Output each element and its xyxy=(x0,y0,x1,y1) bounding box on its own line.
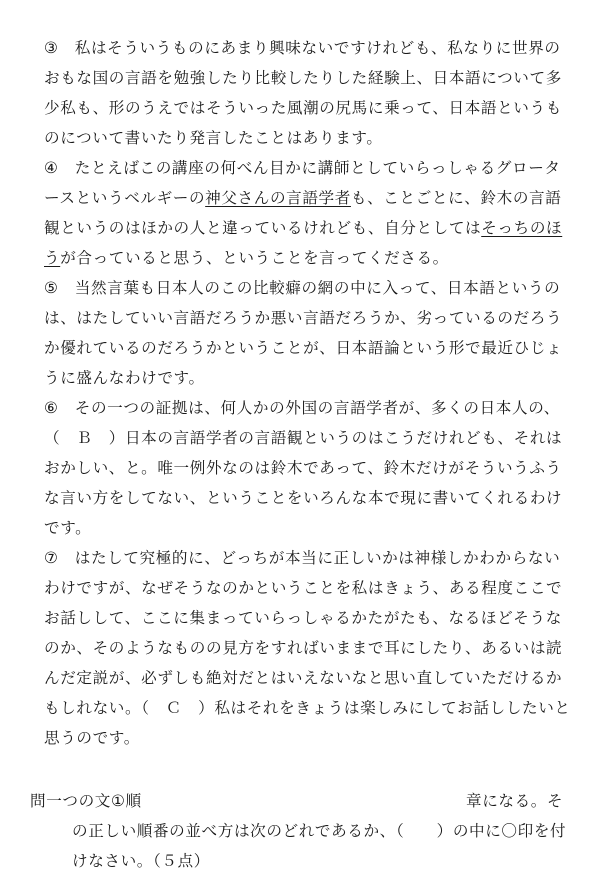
text-line: おもな国の言語を勉強したり比較したりした経験上、日本語について多 xyxy=(44,69,562,87)
question-head-left: 問一つの文①順 xyxy=(30,792,142,810)
text-line: わけですが、なぜそうなのかということを私はきょう、ある程度ここで xyxy=(44,579,563,597)
text-line: お話しして、ここに集まっていらっしゃるかたがたも、なるほどそうな xyxy=(44,609,562,627)
text-line: です。 xyxy=(44,519,92,537)
text-line: おかしい、と。唯一例外なのは鈴木であって、鈴木だけがそういうふう xyxy=(44,459,562,477)
text-segment: が合っていると思う、ということを言ってくださる。 xyxy=(60,249,449,267)
underlined-phrase: う xyxy=(44,249,61,267)
text-line: のについて書いたり発言したことはあります。 xyxy=(44,129,383,147)
question-points: けなさい。（５点） xyxy=(72,852,210,870)
text-line: ③ 私はそういうものにあまり興味ないですけれども、私なりに世界の xyxy=(44,39,561,57)
text-line: な言い方をしてない、ということをいろんな本で現に書いてくれるわけ xyxy=(44,489,563,507)
question-instruction: の正しい順番の並べ方は次のどれであるか、（ ）の中に〇印を付 xyxy=(72,822,567,840)
text-line: は、はたしていい言語だろうか悪い言語だろうか、劣っているのだろう xyxy=(44,309,563,327)
paragraph-3 xyxy=(44,33,584,153)
text-line: 思うのです。 xyxy=(44,729,140,747)
text-line: か優れているのだろうかということが、日本語論という形で最近ひじょ xyxy=(44,339,563,357)
text-line: んだ定説が、必ずしも絶対だとはいえないなと思い直していただけるか xyxy=(44,669,563,687)
text-line: ⑤ 当然言葉も日本人のこの比較癖の網の中に入って、日本語というの xyxy=(44,279,561,297)
text-line: うに盛んなわけです。 xyxy=(44,369,205,387)
text-line xyxy=(44,243,584,273)
text-segment: ースというベルギーの xyxy=(44,189,206,207)
text-line: ⑦ はたして究極的に、どっちが本当に正しいかは神様しかわからない xyxy=(44,549,561,567)
underlined-phrase: そっちのほ xyxy=(481,219,563,237)
text-segment: 観というのはほかの人と違っているけれども、自分としては xyxy=(44,219,482,237)
text-line: のか、そのようなものの見方をすればいままで耳にしたり、あるいは読 xyxy=(44,639,563,657)
question-head-right: 章になる。そ xyxy=(466,792,564,810)
text-line: もしれない。（ Ｃ ）私はそれをきょうは楽しみにしてお話ししたいと xyxy=(44,699,571,717)
text-line xyxy=(44,183,584,213)
text-segment: も、ことごとに、鈴木の言語 xyxy=(350,189,562,207)
paragraph-5 xyxy=(44,273,584,393)
text-line: （ Ｂ ）日本の言語学者の言語観というのはこうだけれども、それは xyxy=(44,429,563,447)
paragraph-6 xyxy=(44,393,584,543)
text-line xyxy=(44,213,584,243)
text-line: ④ たとえばこの講座の何べん目かに講師としていらっしゃるグロータ xyxy=(44,159,561,177)
text-line: ⑥ その一つの証拠は、何人かの外国の言語学者が、多くの日本人の、 xyxy=(44,399,560,417)
paragraph-7 xyxy=(44,543,584,753)
paragraph-4 xyxy=(44,153,584,273)
underlined-phrase: 神父さんの言語学者 xyxy=(205,189,351,207)
text-line: 少私も、形のうえではそういった風潮の尻馬に乗って、日本語というも xyxy=(44,99,562,117)
